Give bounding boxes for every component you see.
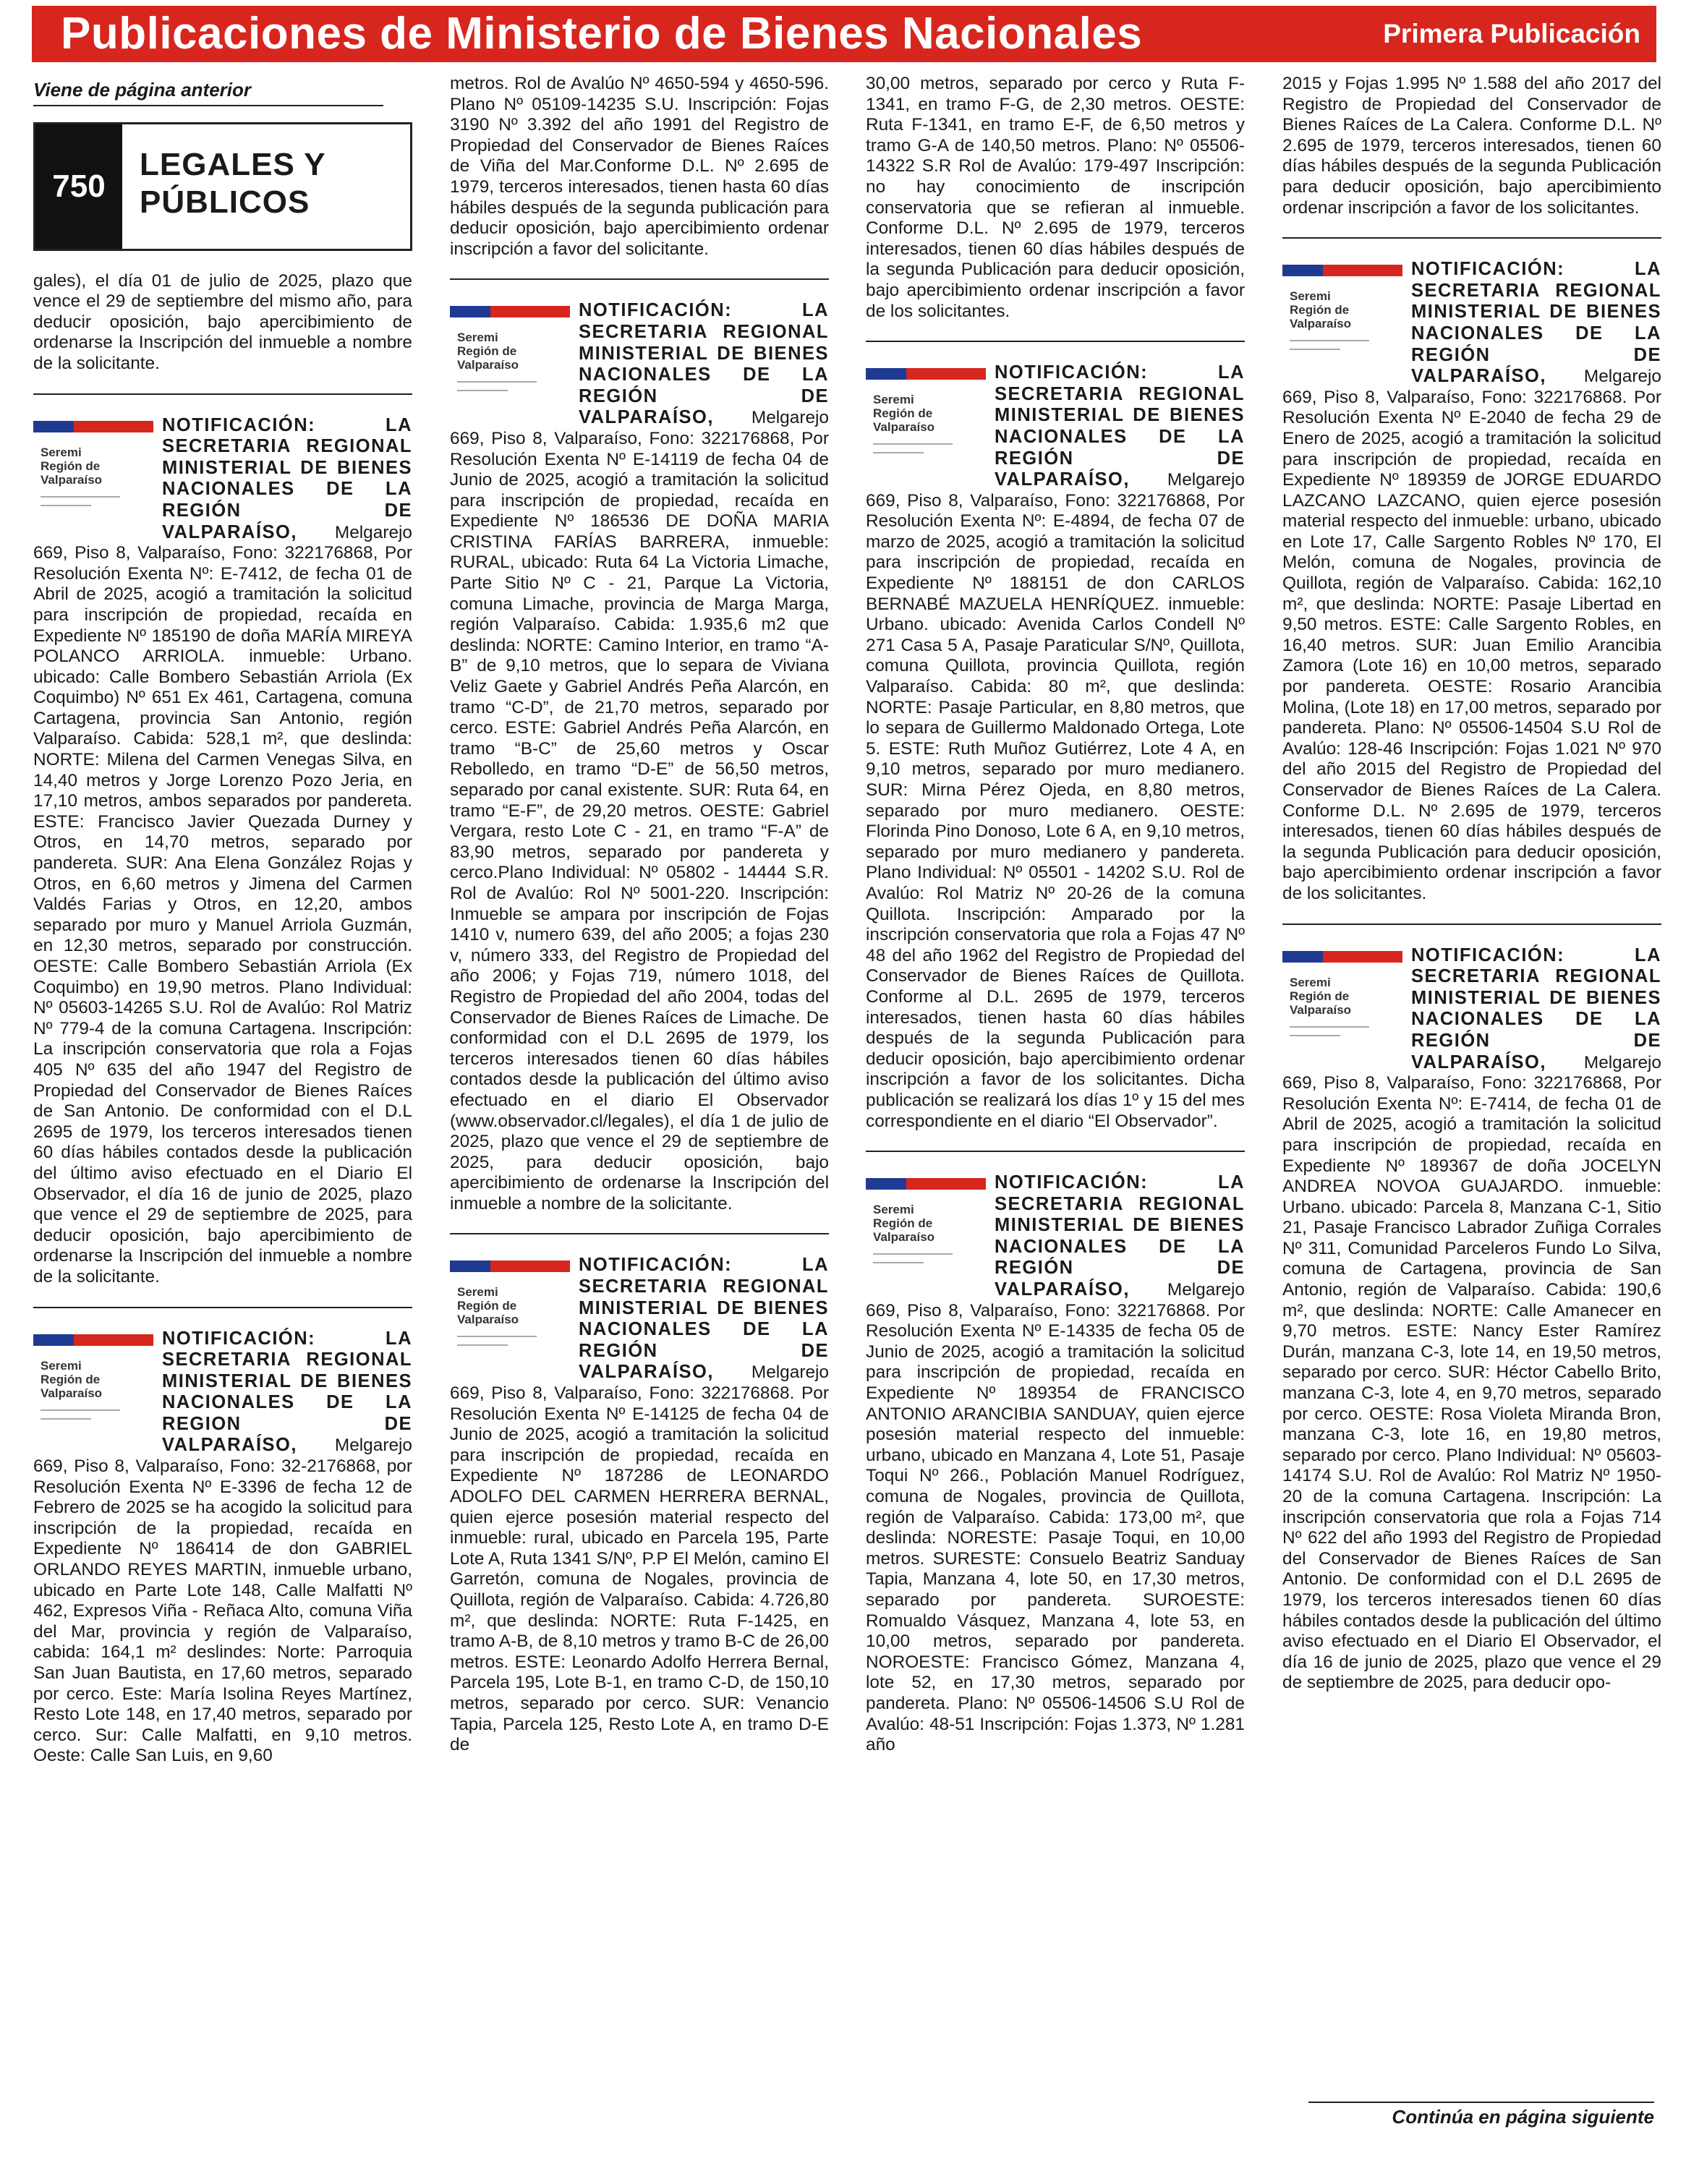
notice	[1282, 259, 1661, 904]
seremi-logo: Seremi Región de Valparaíso	[866, 362, 986, 477]
divider	[1282, 237, 1661, 239]
notice	[1282, 945, 1661, 1694]
continued-notice: 2015 y Fojas 1.995 Nº 1.588 del año 2017 del Registro de Propiedad del Conservador de Bienes Raíces de La Calera. Conforme D.L. Nº 2.695 de 1979, terceros interesados, tienen 60 días hábiles después de la segunda Publicación para deducir oposición, bajo apercibimiento ordenar inscripción a favor de los solicitantes.	[1282, 74, 1661, 218]
divider	[1282, 923, 1661, 925]
notice-body: Melgarejo 669, Piso 8, Valparaíso, Fono: 32-2176868, por Resolución Exenta Nº E-3396 de fecha 12 de Febrero de 2025 se ha acogido la solicitud para inscripción de la propiedad, recaída en Expediente Nº 186414 de don GABRIEL ORLANDO REYES MARTIN, inmueble urbano, ubicado en Parte Lote 148, Calle Malfatti Nº 462, Expresos Viña - Reñaca Alto, comuna Viña del Mar, provincia y región de Valparaíso, cabida: 164,1 m² deslindes: Norte: Parroquia San Juan Bautista, en 17,60 metros, separado por cerco. Este: María Isolina Reyes Martínez, Resto Lote 148, en 17,40 metros, separado por cerco. Sur: Calle Malfatti, en 9,10 metros. Oeste: Calle San Luis, en 9,60	[33, 1436, 412, 1766]
notice	[866, 1172, 1245, 1756]
seremi-flag-icon	[33, 1334, 153, 1346]
notice-body: Melgarejo 669, Piso 8, Valparaíso, Fono: 322176868, Por Resolución Exenta Nº: E-7414, de fecha 01 de Abril de 2025, acogió a tramitación la solicitud para inscripción de propiedad, recaída en Expediente Nº 189367 de doña JOCELYN ANDREA NOVOA GUAJARDO. inmueble: Urbano. ubicado: Parcela 8, Manzana C-1, Sitio 21, Pasaje Francisco Labrador Zuñiga Corrales Nº 311, Comunidad Parceleros Fundo Lo Silva, comuna de Cartagena, provincia de San Antonio, región de Valparaíso. Cabida: 190,6 m², que deslinda: NORTE: Calle Amanecer en 9,70 metros. ESTE: Nancy Ester Ramírez Durán, manzana C-3, lote 14, en 19,50 metros, separado por cerco. SUR: Héctor Cabello Brito, manzana C-3, lote 4, en 9,70 metros, separado por cerco. OESTE: Rosa Violeta Miranda Bron, manzana C-3, lote 16, en 19,80 metros, separado por cerco. Plano Individual: Nº 05603-14174 S.U. Rol de Avalúo: Rol Matriz Nº 1950-20 de la comuna Cartagena. Inscripción: La inscripción conservatoria que rola a Fojas 714 Nº 622 del año 1993 del Registro de Propiedad del Conservador de Bienes Raíces de San Antonio. De conformidad con el D.L 2695 de 1979, los terceros interesados tienen 60 días hábiles contados desde la publicación del último aviso efectuado en el Diario El Observador, el día 16 de junio de 2025, plazo que vence el 29 de septiembre de 2025, para deducir opo-	[1282, 1052, 1661, 1693]
publication-badge: Primera Publicación	[1383, 19, 1640, 48]
divider	[866, 341, 1245, 342]
header-banner	[32, 6, 1656, 62]
divider	[450, 278, 829, 280]
notice	[450, 300, 829, 1214]
notice-title: NOTIFICACIÓN: LA SECRETARIA REGIONAL MINISTERIAL DE BIENES NACIONALES DE LA REGIÓN DE VALPARAÍSO,	[1411, 259, 1661, 387]
page-title: Publicaciones de Ministerio de Bienes Nacionales	[61, 9, 1143, 59]
notice	[33, 415, 412, 1288]
divider	[866, 1151, 1245, 1152]
seremi-flag-icon	[866, 1178, 986, 1190]
seremi-flag-icon	[450, 1261, 570, 1272]
viene-de-pagina: Viene de página anterior	[33, 79, 252, 101]
continued-notice: 30,00 metros, separado por cerco y Ruta F-1341, en tramo F-G, de 2,30 metros. OESTE: Ruta F-1341, en tramo E-F, de 6,50 metros y tramo G-A de 140,50 metros. Plano: Nº 05506-14322 S.R Rol de Avalúo: 179-497 Inscripción: no hay conocimiento de inscripción conservatoria que se refieran al inmueble. Conforme D.L. Nº 2.695 de 1979, terceros interesados, tienen 60 días hábiles después de la segunda Publicación para deducir oposición, bajo apercibimiento ordenar inscripción a favor de los solicitantes.	[866, 74, 1245, 321]
footer-divider	[1308, 2102, 1654, 2103]
column-3	[866, 74, 1245, 1756]
section-number: 750	[35, 124, 122, 249]
seremi-logo: Seremi Región de Valparaíso	[866, 1172, 986, 1287]
notice-title: NOTIFICACIÓN: LA SECRETARIA REGIONAL MINISTERIAL DE BIENES NACIONALES DE LA REGION DE VALPARAÍSO,	[162, 1328, 412, 1456]
divider	[33, 1307, 412, 1308]
divider	[33, 393, 412, 395]
seremi-logo: Seremi Región de Valparaíso	[450, 300, 570, 414]
notice	[33, 1328, 412, 1767]
continued-notice: gales), el día 01 de julio de 2025, plazo que vence el 29 de septiembre del mismo año, para deducir oposición, bajo apercibimiento de ordenarse la Inscripción del inmueble a nombre de la solicitante.	[33, 270, 412, 373]
notice-title: NOTIFICACIÓN: LA SECRETARIA REGIONAL MINISTERIAL DE BIENES NACIONALES DE LA REGIÓN DE VALPARAÍSO,	[1411, 944, 1661, 1072]
section-header	[33, 122, 412, 251]
seremi-flag-icon	[1282, 951, 1402, 963]
seremi-logo: Seremi Región de Valparaíso	[1282, 945, 1402, 1059]
notice-body: Melgarejo 669, Piso 8, Valparaíso, Fono: 322176868. Por Resolución Exenta Nº E-2040 de fecha 29 de Enero de 2025, acogió a tramitación la solicitud para inscripción de propiedad, recaída en Expediente Nº 189359 de JORGE EDUARDO LAZCANO LAZCANO, quien ejerce posesión material respecto del inmueble: urbano, ubicado en Lote 17, Calle Sargento Robles Nº 170, El Melón, comuna de Nogales, provincia de Quillota, región de Valparaíso. Cabida: 162,10 m², que deslinda: NORTE: Pasaje Libertad en 9,50 metros. ESTE: Calle Sargento Robles, en 16,40 metros. SUR: Juan Emilio Arancibia Zamora (Lote 16) en 10,00 metros, separado por pandereta. OESTE: Rosario Arancibia Molina, (Lote 18) en 17,00 metros, separado por pandereta. Plano: Nº 05506-14504 S.U Rol de Avalúo: 128-46 Inscripción: Fojas 1.021 Nº 970 del año 2015 del Registro de Propiedad del Conservador de Bienes Raíces de La Calera. Conforme D.L. Nº 2.695 de 1979, terceros interesados, tienen 60 días hábiles después de la segunda Publicación para deducir oposición, bajo apercibimiento ordenar inscripción a favor de los solicitantes.	[1282, 367, 1661, 903]
notice-title: NOTIFICACIÓN: LA SECRETARIA REGIONAL MINISTERIAL DE BIENES NACIONALES DE LA REGIÓN DE VALPARAÍSO,	[162, 414, 412, 542]
notice	[866, 362, 1245, 1132]
section-title: LEGALES Y PÚBLICOS	[140, 146, 326, 220]
notice-title: NOTIFICACIÓN: LA SECRETARIA REGIONAL MINISTERIAL DE BIENES NACIONALES DE LA REGIÓN DE VALPARAÍSO,	[995, 362, 1245, 490]
column-1	[33, 74, 412, 1767]
continua-en-pagina: Continúa en página siguiente	[1392, 2106, 1654, 2128]
column-4	[1282, 74, 1661, 1694]
notice-title: NOTIFICACIÓN: LA SECRETARIA REGIONAL MINISTERIAL DE BIENES NACIONALES DE LA REGIÓN DE VALPARAÍSO,	[579, 1255, 829, 1383]
notice-body: Melgarejo 669, Piso 8, Valparaíso, Fono: 322176868. Por Resolución Exenta Nº E-14335 de fecha 05 de Junio de 2025, acogió a tramitación la solicitud para inscripción de propiedad, recaída en Expediente Nº 189354 de FRANCISCO ANTONIO ARANCIBIA SANDUAY, quien ejerce posesión material respecto del inmueble: urbano, ubicado en Manzana 4, Lote 51, Pasaje Toqui Nº 266., Población Manuel Rodríguez, comuna de Nogales, provincia de Quillota, región de Valparaíso. Cabida: 173,00 m², que deslinda: NORESTE: Pasaje Toqui, en 10,00 metros. SURESTE: Consuelo Beatriz Sanduay Tapia, Manzana 4, lote 50, en 17,30 metros, separado por pandereta. SUROESTE: Romualdo Vásquez, Manzana 4, lote 53, en 10,00 metros, separado por pandereta. NOROESTE: Francisco Gómez, Manzana 4, lote 52, en 17,30 metros, separado por pandereta. Plano: Nº 05506-14506 S.U Rol de Avalúo: 48-51 Inscripción: Fojas 1.373, Nº 1.281 año	[866, 1280, 1245, 1755]
notice-title: NOTIFICACIÓN: LA SECRETARIA REGIONAL MINISTERIAL DE BIENES NACIONALES DE LA REGIÓN DE VALPARAÍSO,	[579, 300, 829, 428]
notice	[450, 1255, 829, 1755]
seremi-flag-icon	[1282, 265, 1402, 276]
notice-body: Melgarejo 669, Piso 8, Valparaíso, Fono: 322176868, Por Resolución Exenta Nº: E-7412, de fecha 01 de Abril de 2025, acogió a tramitación la solicitud para inscripción de propiedad, recaída en Expediente Nº 185190 de doña MARÍA MIREYA POLANCO ARRIOLA. inmueble: Urbano. ubicado: Calle Bombero Sebastián Arriola (Ex Coquimbo) Nº 651 Ex 461, Cartagena, comuna Cartagena, provincia San Antonio, región Valparaíso. Cabida: 528,1 m², que deslinda: NORTE: Milena del Carmen Venegas Silva, en 14,40 metros y Jorge Lorenzo Pozo Jeria, en 17,10 metros, ambos separados por pandereta. ESTE: Francisco Javier Quezada Durney y Otros, en 14,70 metros, separado por pandereta. SUR: Ana Elena González Rojas y Otros, en 6,60 metros y Jimena del Carmen Valdés Farias y Otros, en 12,20, ambos separado por muro y Manuel Arriola Guzmán, en 12,30 metros, separado por construcción. OESTE: Calle Bombero Sebastián Arriola (Ex Coquimbo) en 19,90 metros. Plano Individual: Nº 05603-14265 S.U. Rol de Avalúo: Rol Matriz Nº 779-4 de la comuna Cartagena. Inscripción: La inscripción conservatoria que rola a Fojas 405 Nº 635 del año 1947 del Registro de Propiedad del Conservador de Bienes Raíces de San Antonio. De conformidad con el D.L 2695 de 1979, los terceros interesados tienen 60 días hábiles contados desde la publicación del último aviso efectuado en el Diario El Observador, el día 16 de junio de 2025, plazo que vence el 29 de septiembre de 2025, para deducir oposición, bajo apercibimiento de ordenarse la Inscripción del inmueble a nombre de la solicitante.	[33, 522, 412, 1287]
seremi-flag-icon	[450, 306, 570, 317]
column-2	[450, 74, 829, 1756]
notice-body: Melgarejo 669, Piso 8, Valparaíso, Fono: 322176868, Por Resolución Exenta Nº: E-4894, de fecha 07 de marzo de 2025, acogió a tramitación la solicitud para inscripción de propiedad, recaída en Expediente Nº 188151 de don CARLOS BERNABÉ MAZUELA HENRÍQUEZ. inmueble: Urbano. ubicado: Avenida Carlos Condell Nº 271 Casa 5 A, Pasaje Paraticular S/Nº, Quillota, comuna Quillota, provincia Quillota, región Valparaíso. Cabida: 80 m², que deslinda: NORTE: Pasaje Particular, en 8,80 metros, que lo separa de Guillermo Maldonado Ortega, Lote 5. ESTE: Ruth Muñoz Gutiérrez, Lote 4 A, en 9,10 metros, separado por muro medianero. SUR: Mirna Pérez Ojeda, en 8,80 metros, separado por muro medianero. OESTE: Florinda Pino Donoso, Lote 6 A, en 9,10 metros, separado por muro medianero y pandereta. Plano Individual: Nº 05501 - 14202 S.U. Rol de Avalúo: Rol Matriz Nº 20-26 de la comuna Quillota. Inscripción: Amparado por la inscripción conservatoria que rola a Fojas 47 Nº 48 del año 1962 del Registro de Propiedad del Conservador de Bienes Raíces de Quillota. Conforme al D.L. 2695 de 1979, terceros interesados, tienen hasta 60 días hábiles después de la segunda Publicación para deducir oposición, bajo apercibimiento ordenar inscripción a favor de los solicitantes. Dicha publicación se realizará los días 1º y 15 del mes correspondiente en el diario “El Observador”.	[866, 470, 1245, 1131]
seremi-flag-icon	[33, 421, 153, 432]
seremi-logo: Seremi Región de Valparaíso	[33, 415, 153, 529]
notice-title: NOTIFICACIÓN: LA SECRETARIA REGIONAL MINISTERIAL DE BIENES NACIONALES DE LA REGIÓN DE VALPARAÍSO,	[995, 1172, 1245, 1300]
divider	[450, 1233, 829, 1234]
seremi-logo: Seremi Región de Valparaíso	[1282, 259, 1402, 373]
notice-body: Melgarejo 669, Piso 8, Valparaíso, Fono: 322176868. Por Resolución Exenta Nº E-14125 de fecha 04 de Junio de 2025, acogió a tramitación la solicitud para inscripción de propiedad, recaída en Expediente Nº 187286 de LEONARDO ADOLFO DEL CARMEN HERRERA BERNAL, quien ejerce posesión material respecto del inmueble: rural, ubicado en Parcela 195, Parte Lote A, Ruta 1341 S/Nº, P.P El Melón, camino El Garretón, comuna de Nogales, provincia de Quillota, región de Valparaíso. Cabida: 4.726,80 m², que deslinda: NORTE: Ruta F-1425, en tramo A-B, de 8,10 metros y tramo B-C de 26,00 metros. ESTE: Leonardo Adolfo Herrera Bernal, Parcela 195, Lote B-1, en tramo C-D, de 150,10 metros, separado por cerco. SUR: Venancio Tapia, Parcela 125, Resto Lote A, en tramo D-E de	[450, 1362, 829, 1755]
continued-notice: metros. Rol de Avalúo Nº 4650-594 y 4650-596. Plano Nº 05109-14235 S.U. Inscripción: Fojas 3190 Nº 3.392 del año 1991 del Registro de Propiedad del Conservador de Bienes Raíces de Viña del Mar.Conforme D.L. Nº 2.695 de 1979, terceros interesados, tienen hasta 60 días hábiles después de la segunda publicación para deducir oposición, bajo apercibimiento ordenar inscripción a favor del solicitante.	[450, 74, 829, 259]
divider	[33, 105, 383, 106]
seremi-logo: Seremi Región de Valparaíso	[33, 1328, 153, 1443]
notice-body: Melgarejo 669, Piso 8, Valparaíso, Fono: 322176868, Por Resolución Exenta Nº E-14119 de fecha 04 de Junio de 2025, acogió a tramitación la solicitud para inscripción de propiedad, recaída en Expediente Nº 186536 DE DOÑA MARIA CRISTINA FARÍAS BARRERA, inmueble: RURAL, ubicado: Ruta 64 La Victoria Limache, Parte Sitio Nº C - 21, Parque La Victoria, comuna Limache, provincia de Marga Marga, región Valparaíso. Cabida: 1.935,6 m2 que deslinda: NORTE: Camino Interior, en tramo “A-B” de 9,10 metros, que lo separa de Viviana Veliz Gaete y Gabriel Andrés Peña Alarcón, en tramo “C-D”, de 21,70 metros, separado por cerco. ESTE: Gabriel Andrés Peña Alarcón, en tramo “B-C” de 25,60 metros y Oscar Rebolledo, en tramo “D-E” de 56,50 metros, separado por canal existente. SUR: Ruta 64, en tramo “E-F”, de 29,20 metros. OESTE: Gabriel Vergara, resto Lote C - 21, en tramo “F-A” de 83,90 metros, separado por pandereta y cerco.Plano Individual: Nº 05802 - 14444 S.R. Rol de Avalúo: Rol Nº 5001-220. Inscripción: Inmueble se ampara por inscripción de Fojas 1410 v, numero 639, del año 2005; a fojas 230 v, número 333, del Registro de Propiedad del año 2006; y Fojas 719, número 1018, del Registro de Propiedad del año 2004, todas del Conservador de Bienes Raíces de Limache. De conformidad con el D.L 2695 de 1979, los terceros interesados tienen 60 días hábiles contados desde la publicación del último aviso efectuado en el diario El Observador (www.observador.cl/legales), el día 1 de julio de 2025, plazo que vence el 29 de septiembre de 2025, para deducir oposición, bajo apercibimiento de ordenarse la Inscripción del inmueble a nombre de la solicitante.	[450, 408, 829, 1213]
seremi-logo: Seremi Región de Valparaíso	[450, 1255, 570, 1369]
seremi-flag-icon	[866, 368, 986, 380]
